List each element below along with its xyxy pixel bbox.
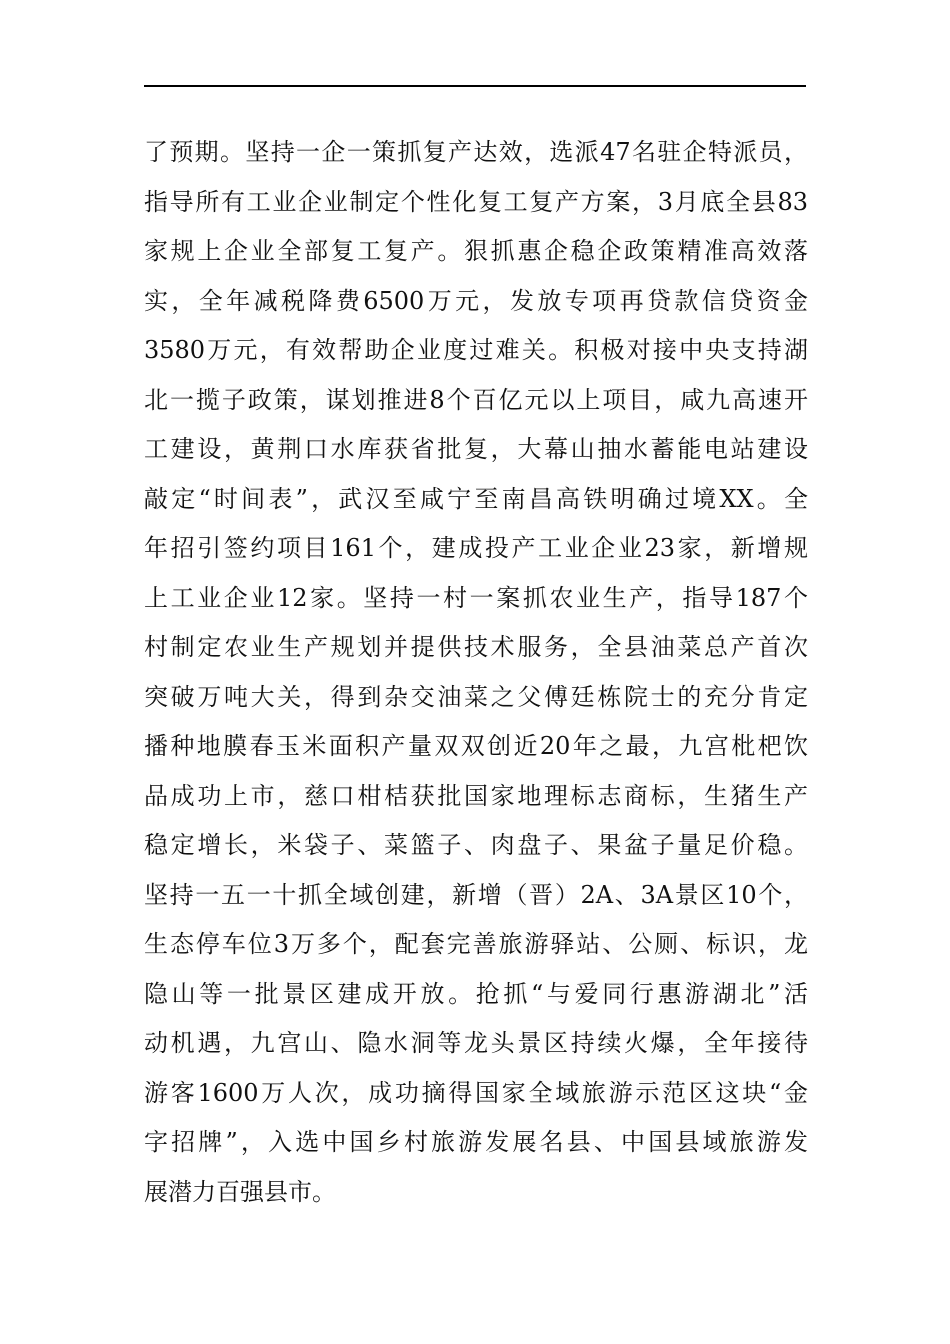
text-line: 坚持一五一十抓全域创建，新增（晋）2A、3A景区10个，	[144, 880, 808, 909]
text-line: 隐山等一批景区建成开放。抢抓“与爱同行惠游湖北”活	[144, 979, 808, 1008]
text-line: 播种地膜春玉米面积产量双双创近20年之最，九宫枇杷饮	[144, 732, 808, 760]
text-line: 突破万吨大关，得到杂交油菜之父傅廷栋院士的充分肯定	[144, 682, 808, 711]
header-rule	[144, 85, 806, 87]
text-line: 展潜力百强县市。	[144, 1177, 336, 1206]
text-line: 品成功上市，慈口柑桔获批国家地理标志商标，生猪生产	[144, 781, 808, 810]
text-line: 敲定“时间表”，武汉至咸宁至南昌高铁明确过境XX。全	[144, 484, 808, 513]
text-line: 家规上企业全部复工复产。狠抓惠企稳企政策精准高效落	[144, 237, 808, 265]
text-line: 生态停车位3万多个，配套完善旅游驿站、公厕、标识，龙	[144, 930, 808, 958]
body-paragraph	[144, 128, 808, 1217]
text-line: 指导所有工业企业制定个性化复工复产方案，3月底全县83	[144, 187, 808, 216]
text-line: 字招牌”，入选中国乡村旅游发展名县、中国县域旅游发	[144, 1128, 808, 1156]
text-line: 上工业企业12家。坚持一村一案抓农业生产，指导187个	[144, 583, 808, 612]
text-line: 游客1600万人次，成功摘得国家全域旅游示范区这块“金	[144, 1078, 808, 1107]
text-line: 稳定增长，米袋子、菜篮子、肉盘子、果盆子量足价稳。	[144, 831, 808, 859]
text-line: 实，全年减税降费6500万元，发放专项再贷款信贷资金	[144, 286, 808, 315]
text-line: 年招引签约项目161个，建成投产工业企业23家，新增规	[144, 534, 808, 562]
text-line: 工建设，黄荆口水库获省批复，大幕山抽水蓄能电站建设	[144, 435, 808, 463]
text-line: 3580万元，有效帮助企业度过难关。积极对接中央支持湖	[144, 336, 808, 364]
text-line: 村制定农业生产规划并提供技术服务，全县油菜总产首次	[144, 633, 808, 661]
text-line: 北一揽子政策，谋划推进8个百亿元以上项目，咸九高速开	[144, 385, 808, 414]
text-line: 动机遇，九宫山、隐水洞等龙头景区持续火爆，全年接待	[144, 1029, 808, 1057]
text-line: 了预期。坚持一企一策抓复产达效，选派47名驻企特派员，	[144, 138, 808, 166]
